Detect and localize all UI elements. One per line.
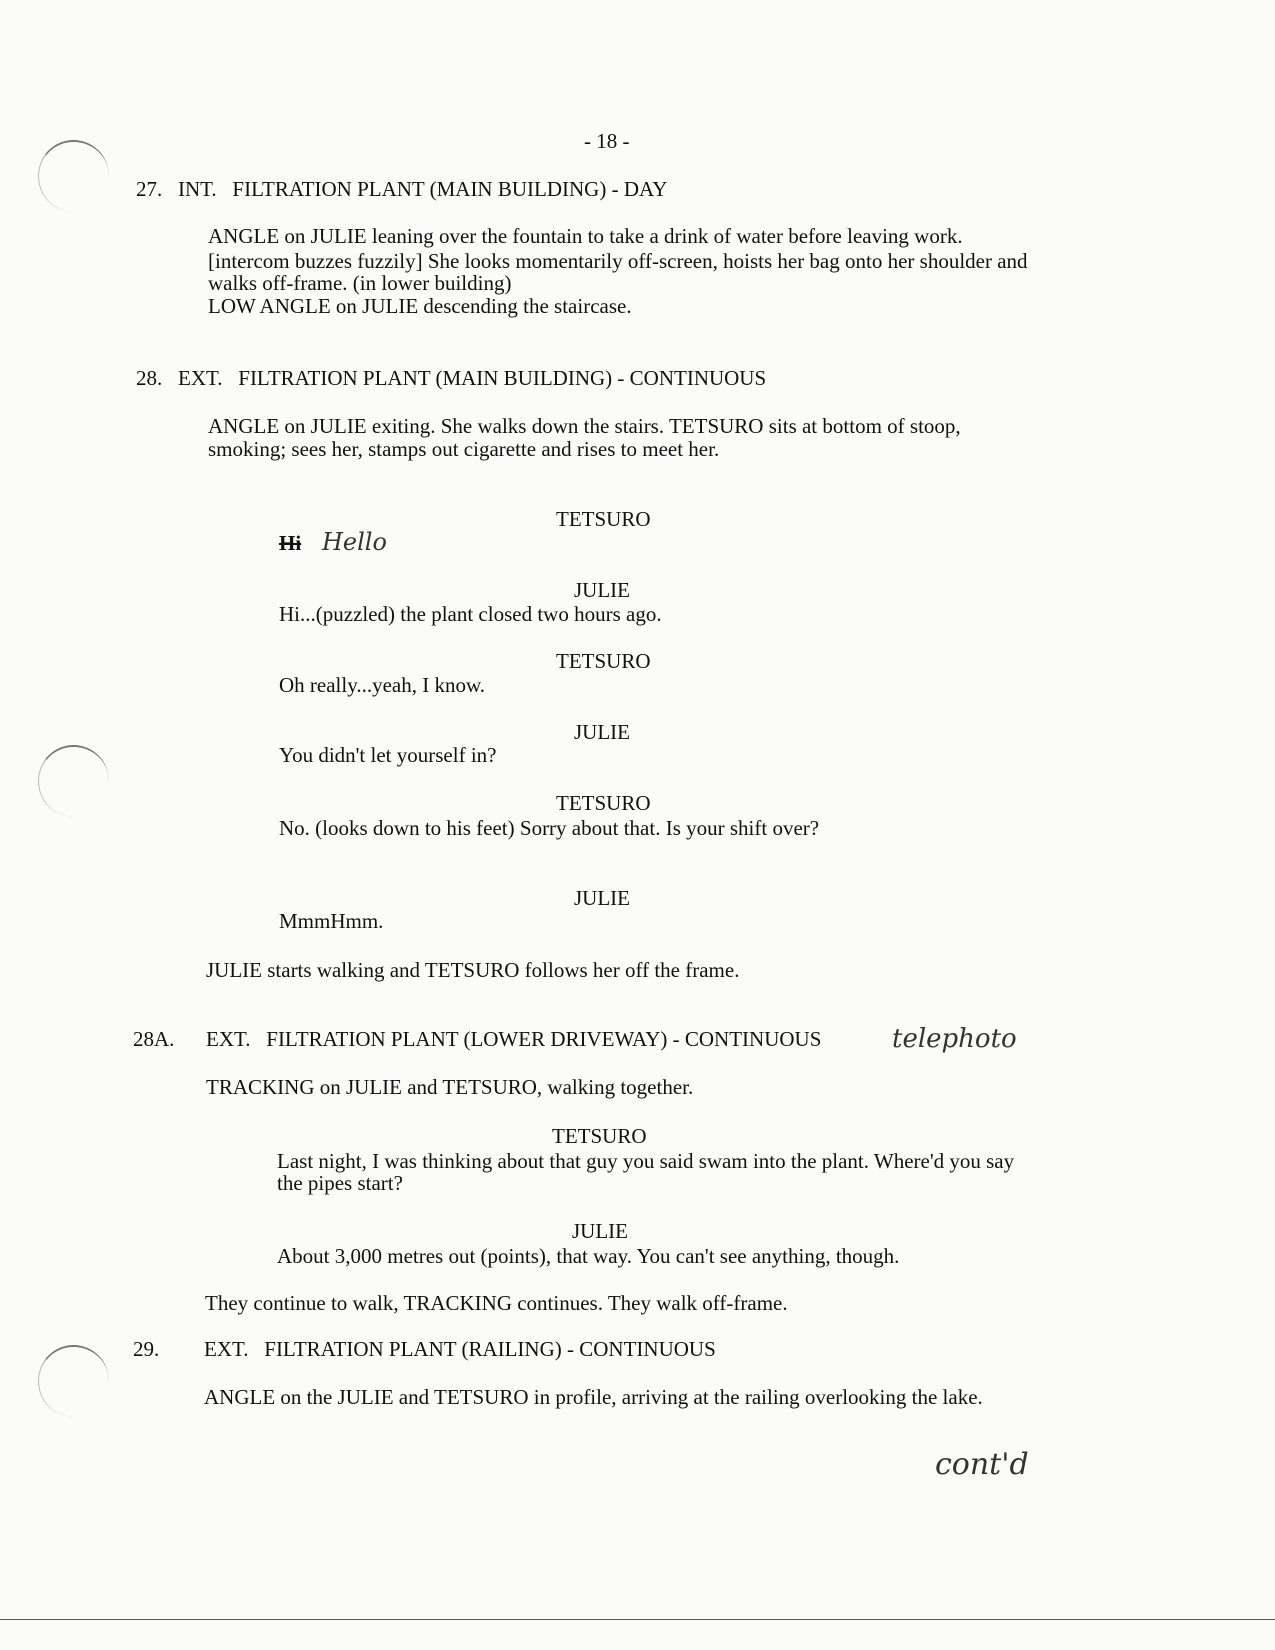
dialogue-line: No. (looks down to his feet) Sorry about that. Is your shift over?	[279, 816, 820, 840]
action-line: ANGLE on the JULIE and TETSURO in profile, arriving at the railing overlooking the lake.	[204, 1385, 983, 1409]
action-line: ANGLE on JULIE leaning over the fountain to take a drink of water before leaving work.	[208, 224, 963, 248]
character-name: TETSURO	[556, 507, 651, 531]
scene-number: 28A.	[133, 1027, 175, 1051]
binder-hole	[38, 745, 109, 817]
scene-heading: EXT. FILTRATION PLANT (MAIN BUILDING) - CONTINUOUS	[178, 366, 767, 390]
dialogue-line: Hi...(puzzled) the plant closed two hours ago.	[279, 602, 662, 626]
action-line: They continue to walk, TRACKING continues. They walk off-frame.	[205, 1291, 788, 1315]
handwritten-note: telephoto	[892, 1024, 1017, 1054]
struck-dialogue: Hi	[279, 531, 302, 555]
dialogue-line: You didn't let yourself in?	[279, 743, 497, 767]
binder-hole	[38, 140, 109, 212]
dialogue-line: About 3,000 metres out (points), that way. You can't see anything, though.	[277, 1244, 900, 1268]
action-line: walks off-frame. (in lower building)	[208, 271, 512, 295]
character-name: TETSURO	[552, 1124, 647, 1148]
character-name: TETSURO	[556, 649, 651, 673]
scene-heading: INT. FILTRATION PLANT (MAIN BUILDING) - DAY	[178, 177, 668, 201]
scene-number: 29.	[133, 1337, 160, 1361]
scene-number: 27.	[136, 177, 163, 201]
action-line: JULIE starts walking and TETSURO follows her off the frame.	[206, 958, 740, 982]
page-number: - 18 -	[584, 129, 630, 153]
character-name: JULIE	[574, 578, 630, 602]
character-name: JULIE	[572, 1219, 628, 1243]
character-name: JULIE	[574, 886, 630, 910]
page-bottom-edge	[0, 1619, 1275, 1620]
action-line: ANGLE on JULIE exiting. She walks down the stairs. TETSURO sits at bottom of stoop,	[208, 414, 961, 438]
handwritten-contd: cont'd	[935, 1447, 1029, 1482]
dialogue-line: Last night, I was thinking about that guy you said swam into the plant. Where'd you say	[277, 1149, 1015, 1173]
handwritten-correction: Hello	[322, 528, 387, 556]
dialogue-line: the pipes start?	[277, 1171, 403, 1195]
action-line: smoking; sees her, stamps out cigarette and rises to meet her.	[208, 437, 720, 461]
action-line: TRACKING on JULIE and TETSURO, walking together.	[206, 1075, 694, 1099]
dialogue-line: MmmHmm.	[279, 909, 384, 933]
action-line: LOW ANGLE on JULIE descending the staircase.	[208, 294, 632, 318]
character-name: JULIE	[574, 720, 630, 744]
character-name: TETSURO	[556, 791, 651, 815]
dialogue-line: Oh really...yeah, I know.	[279, 673, 486, 697]
binder-hole	[38, 1345, 109, 1417]
scene-heading: EXT. FILTRATION PLANT (RAILING) - CONTINUOUS	[204, 1337, 716, 1361]
scene-heading: EXT. FILTRATION PLANT (LOWER DRIVEWAY) - CONTINUOUS	[206, 1027, 822, 1051]
action-line: [intercom buzzes fuzzily] She looks momentarily off-screen, hoists her bag onto her shoulder and	[208, 249, 1028, 273]
scene-number: 28.	[136, 366, 163, 390]
